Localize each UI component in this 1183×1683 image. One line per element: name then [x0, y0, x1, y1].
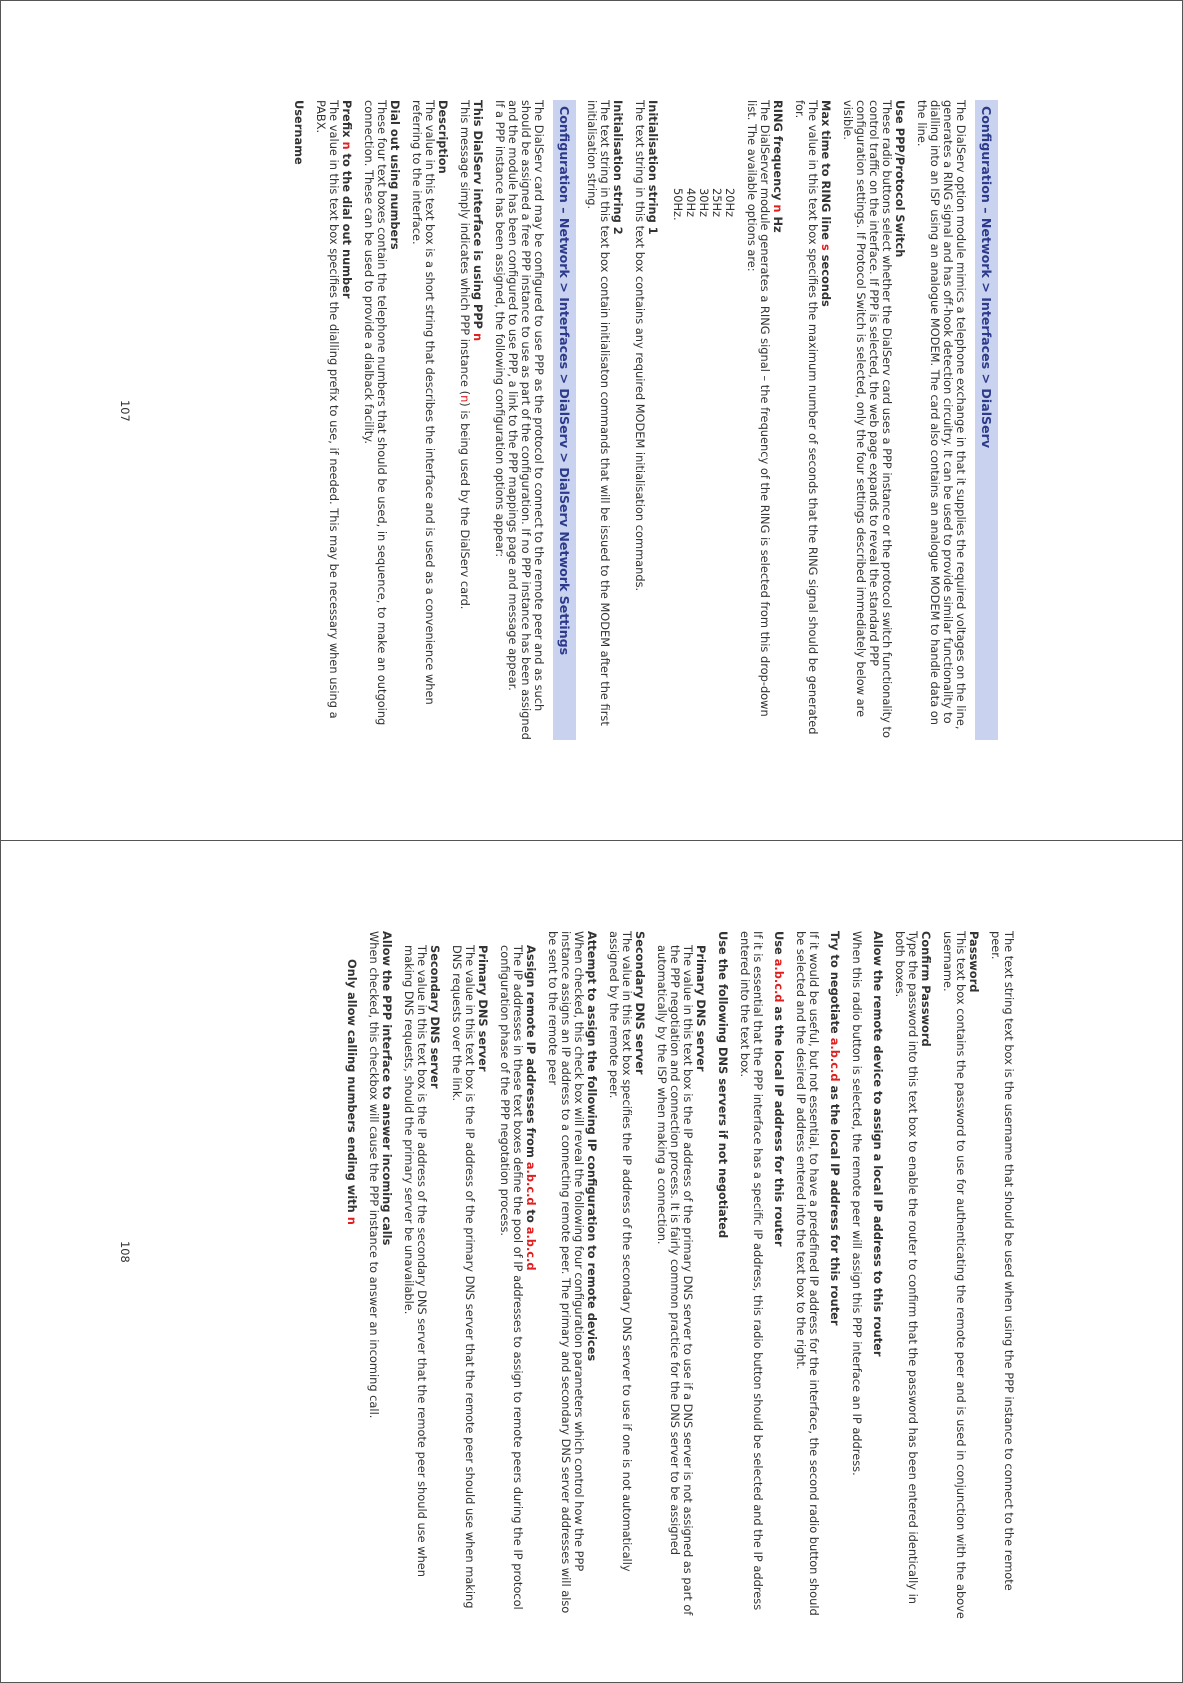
prefix-title-a: Prefix	[340, 100, 354, 142]
primary-dns-title: Primary DNS server	[694, 945, 708, 1072]
username-title: Username	[292, 100, 306, 165]
page-number: 107	[118, 400, 132, 422]
allow-ppp-title: Allow the PPP interface to answer incoming calls	[380, 931, 394, 1246]
assign-text: The IP addresses in these text boxes define the pool of IP addresses to assign to remote peers during the IP protocol configuration phase of the PPP negotation process.	[498, 945, 525, 1610]
description-title: Description	[436, 100, 450, 174]
assign-title	[524, 945, 537, 1621]
prefix-text: The value in this text box specifies the dialling prefix to use, if needed. This may be necessary when using a PABX.	[314, 100, 341, 719]
secondary-dns2-title: Secondary DNS server	[428, 945, 442, 1089]
try-negotiate-text: If it would be useful, but not essential, to have a predefined IP address for the interface, the second radio button should be selected and the desired IP address entered into the text box to the right.	[794, 931, 821, 1616]
dialout-title: Dial out using numbers	[388, 100, 402, 250]
ring-option: 40Hz	[684, 188, 698, 218]
page-108-content	[336, 931, 1015, 1621]
ring-frequency-text: The DialServer module generates a RING signal – the frequency of the RING is selected from this drop-down list. The available options are:	[745, 100, 772, 717]
page-107-content	[283, 100, 998, 740]
ring-option: 50Hz.	[671, 188, 685, 221]
primary-dns-block	[655, 945, 707, 1621]
max-time-title-a: Max time to RING line	[819, 100, 833, 244]
description-block	[410, 100, 449, 740]
assign-variable-start: a.b.c.d	[524, 1161, 538, 1206]
dns-indent-group	[655, 931, 707, 1621]
init1-title: Initialisation string 1	[646, 100, 660, 235]
only-allow-variable: n	[345, 1216, 359, 1225]
section-heading-network-settings: Configuration – Network > Interfaces > DialServ > DialServ Network Settings	[553, 100, 576, 740]
confirm-password-text: Type the password into this text box to enable the router to confirm that the password has been entered identically in both boxes.	[893, 931, 920, 1605]
init1-block	[633, 100, 659, 740]
use-ppp-text: These radio buttons select whether the DialServ card uses a PPP instance or the protocol switch functionality to control traffic on the interface. If PPP is selected, the web page expands to reveal the standard PPP configuration settings. If Protocol Switch is selected, only the four settings described immediately below are visible.	[841, 100, 894, 738]
section-heading-dialserv: Configuration – Network > Interfaces > DialServ	[975, 100, 998, 740]
assign-title-b: to	[524, 1205, 538, 1227]
secondary-dns-block	[607, 931, 646, 1621]
primary-dns2-text: The value in this text box is the IP address of the primary DNS server that the remote peer should use when making DNS requests over the link.	[450, 945, 477, 1609]
init2-block	[585, 100, 624, 740]
use-abcd-block	[738, 931, 785, 1621]
this-dialserv-variable: n	[471, 333, 485, 342]
allow-ppp-block	[367, 931, 393, 1621]
primary-dns2-title: Primary DNS server	[476, 945, 490, 1072]
ring-frequency-title	[771, 100, 784, 740]
try-negotiate-variable: a.b.c.d	[828, 1037, 842, 1082]
use-abcd-text: If it is essential that the PPP interface has a specific IP address, this radio button should be selected and the IP address entered into the text box.	[738, 931, 765, 1611]
secondary-dns-text: The value in this text box specifies the IP address of the secondary DNS server to use if one is not automatically assigned by the remote peer.	[607, 931, 634, 1572]
allow-remote-text: When this radio button is selected, the remote peer will assign this PPP interface an IP address.	[850, 931, 864, 1476]
max-time-title-b: seconds	[819, 250, 833, 307]
ring-option: 30Hz	[697, 188, 711, 218]
only-allow-title-a: Only allow calling numbers ending with	[345, 959, 359, 1217]
dialout-block	[362, 100, 401, 740]
init2-text: The text string in this text box contain initialisaton commands that will be issued to the MODEM after the first initialisation string.	[585, 100, 612, 726]
assign-variable-end: a.b.c.d	[524, 1226, 538, 1271]
ring-frequency-variable: n	[771, 204, 785, 213]
init1-text: The text string in this text box contains any required MODEM initialisation commands.	[633, 100, 647, 592]
prefix-title	[340, 100, 353, 740]
secondary-dns-title: Secondary DNS server	[633, 931, 647, 1075]
assign-title-a: Assign remote IP addresses from	[524, 945, 538, 1162]
page-107-sheet	[0, 0, 1183, 841]
description-text: The value in this text box is a short string that describes the interface and is used as a convenience when referring to the interface.	[410, 100, 437, 705]
allow-ppp-text: When checked, this checkbox will cause the PPP instance to answer an incoming call.	[367, 931, 381, 1419]
username-block	[292, 100, 305, 740]
use-abcd-title-a: Use	[772, 931, 786, 959]
assign-block	[498, 945, 537, 1621]
attempt-block	[546, 931, 598, 1621]
prefix-block	[314, 100, 353, 740]
ring-frequency-title-a: RING frequency	[771, 100, 785, 205]
try-negotiate-block	[794, 931, 841, 1621]
attempt-text: When checked, this check box will reveal the following four configuration parameters which control how the PPP instance assigns an IP address to a connecting remote peer. The primary and secondary DNS server addresses will also be sent to the remote peer	[546, 931, 586, 1614]
allow-remote-title: Allow the remote device to assign a local IP address to this router	[871, 931, 885, 1357]
page-108-rotated	[0, 841, 1183, 1681]
use-ppp-block	[841, 100, 906, 740]
attempt-title: Attempt to assign the following IP configuration to remote devices	[585, 931, 599, 1362]
page-108-sheet	[0, 841, 1183, 1683]
dialserv-intro: The DialServ option module mimics a telephone exchange in that it supplies the required voltages on the line, generates a RING signal and has off-hook detection circuitry. It can be used to provide similar functionality to dialling into an ISP using an analogue MODEM. The card also contains an analogue MODEM to handle data on the line.	[915, 100, 968, 730]
use-dns-title: Use the following DNS servers if not negotiated	[716, 931, 730, 1239]
password-block	[941, 931, 980, 1621]
password-title: Password	[967, 931, 981, 993]
confirm-password-block	[893, 931, 932, 1621]
confirm-password-title: Confirm Password	[919, 931, 933, 1047]
primary-dns2-block	[450, 945, 489, 1621]
this-dialserv-text-a: This message simply indicates which PPP instance (	[458, 100, 472, 396]
ring-frequency-block	[745, 100, 784, 740]
page-107-rotated	[0, 0, 1183, 840]
max-time-title	[819, 100, 832, 740]
this-dialserv-text-variable: n	[458, 395, 472, 403]
only-allow-title	[345, 959, 358, 1621]
this-dialserv-block	[458, 100, 484, 740]
this-dialserv-title	[471, 100, 484, 740]
network-intro: The DialServ card may be configured to use PPP as the protocol to connect to the remote peer and as such should be assigned a free PPP instance to use as part of the configuration. If no PPP instance has been assigned and the module has been configured to use PPP, a link to the PPP mappings page and message appear.	[506, 100, 546, 740]
primary-dns-text: The value in this text box is the IP address of the primary DNS server to use if a DNS server is not assigned as part of the PPP negotiation and connection process. It is fairly common practice for the DNS server to be assigned automatically by the ISP when making a connection.	[655, 945, 695, 1616]
ring-frequency-options	[671, 188, 736, 740]
prefix-title-b: to the dial out number	[340, 149, 354, 299]
secondary-dns2-text: The value in this text box is the IP address of the secondary DNS server that the remote peer should use when making DNS requests, should the primary server be unavailable.	[402, 945, 429, 1578]
ring-frequency-title-b: Hz	[771, 212, 785, 233]
page-number: 108	[118, 1241, 132, 1263]
init2-title: Initialisation string 2	[611, 100, 625, 235]
use-abcd-title	[772, 931, 785, 1621]
prefix-variable: n	[340, 141, 354, 150]
network-intro-2: If a PPP instance has been assigned, the following configuration options appear:	[493, 100, 507, 558]
ring-option: 20Hz	[723, 188, 737, 218]
ring-option: 25Hz	[710, 188, 724, 218]
username-text: The text string text box is the username that should be used when using the PPP instance to connect to the remote peer.	[989, 931, 1016, 1591]
try-negotiate-title-b: as the local IP address for this router	[828, 1081, 842, 1326]
assign-indent-group	[402, 931, 537, 1621]
dialout-text: These four text boxes contain the telephone numbers that should be used, in sequence, to make an outgoing connection. These can be used to provide a dialback facility.	[362, 100, 389, 726]
use-abcd-title-b: as the local IP address for this router	[772, 1002, 786, 1247]
max-time-block	[793, 100, 832, 740]
try-negotiate-title-a: Try to negotiate	[828, 931, 842, 1038]
use-ppp-title: Use PPP/Protocol Switch	[893, 100, 907, 258]
password-text: This text box contains the password to use for authenticating the remote peer and is used in conjunction with the above username.	[941, 931, 968, 1619]
this-dialserv-title-a: This DialServ interface is using PPP	[471, 100, 485, 333]
allow-remote-block	[850, 931, 884, 1621]
use-dns-block	[716, 931, 729, 1621]
max-time-variable: s	[819, 243, 833, 251]
use-abcd-variable: a.b.c.d	[772, 958, 786, 1003]
this-dialserv-text	[458, 100, 472, 609]
secondary-dns2-block	[402, 945, 441, 1621]
max-time-text: The value in this text box specifies the maximum number of seconds that the RING signal should be generated for.	[793, 100, 820, 735]
this-dialserv-text-b: ) is being used by the DialServ card.	[458, 402, 472, 610]
try-negotiate-title	[828, 931, 841, 1621]
only-allow-block	[345, 931, 358, 1621]
